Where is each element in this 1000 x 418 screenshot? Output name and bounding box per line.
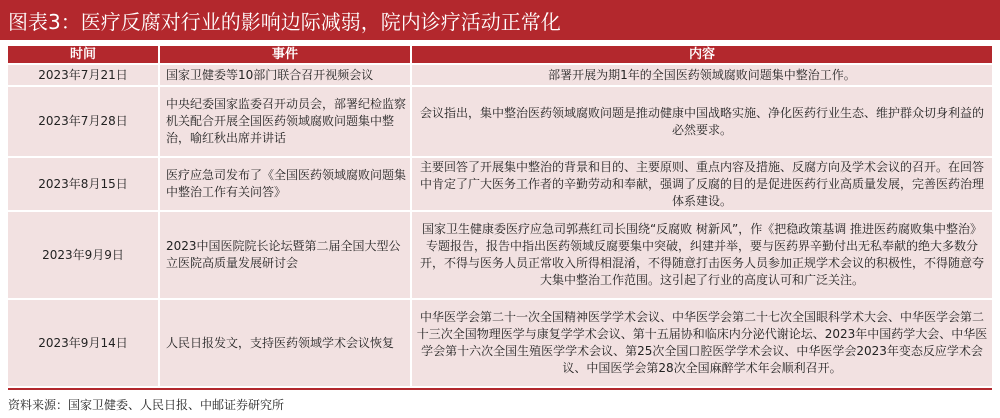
header-event: 事件 [160,46,412,63]
row-date: 2023年8月15日 [8,156,160,210]
source-note: 资料来源：国家卫健委、人民日报、中邮证券研究所 [8,398,285,412]
table-row [8,210,992,298]
row-content: 部署开展为期1年的全国医药领域腐败问题集中整治工作。 [412,63,992,85]
row-event: 医疗应急司发布了《全国医药领域腐败问题集中整治工作有关问答》 [160,156,412,210]
header-date: 时间 [8,46,160,63]
header-content: 内容 [412,46,992,63]
row-date: 2023年7月28日 [8,85,160,156]
table-header-row [8,46,992,63]
row-event: 人民日报发文，支持医药领域学术会议恢复 [160,298,412,386]
bottom-divider [8,388,992,390]
row-content: 会议指出，集中整治医药领域腐败问题是推动健康中国战略实施、净化医药行业生态、维护群众切身利益的必然要求。 [412,85,992,156]
row-content: 主要回答了开展集中整治的背景和目的、主要原则、重点内容及措施、反腐方向及学术会议的召开。在回答中肯定了广大医务工作者的辛勤劳动和奉献，强调了反腐的目的是促进医药行业高质量发展，完善医药治理体系建设。 [412,156,992,210]
figure-title: 图表3：医疗反腐对行业的影响边际减弱，院内诊疗活动正常化 [0,0,1000,40]
row-date: 2023年9月14日 [8,298,160,386]
row-date: 2023年9月9日 [8,210,160,298]
row-event: 国家卫健委等10部门联合召开视频会议 [160,63,412,85]
row-event: 2023中国医院院长论坛暨第二届全国大型公立医院高质量发展研讨会 [160,210,412,298]
table-row [8,63,992,85]
row-event: 中央纪委国家监委召开动员会，部署纪检监察机关配合开展全国医药领域腐败问题集中整治，喻红秋出席并讲话 [160,85,412,156]
table-row [8,156,992,210]
events-table [8,46,992,386]
row-date: 2023年7月21日 [8,63,160,85]
table-row [8,298,992,386]
row-content: 中华医学会第二十一次全国精神医学学术会议、中华医学会第二十七次全国眼科学术大会、中华医学会第二十三次全国物理医学与康复学学术会议、第十五届协和临床内分泌代谢论坛、2023年中国药学大会、中华医学会第十六次全国生殖医学学术会议、第25次全国口腔医学学术会议、中华医学会2023年变态反应学术会议、中国医学会第28次全国麻醉学术年会顺利召开。 [412,298,992,386]
table-row [8,85,992,156]
row-content: 国家卫生健康委医疗应急司郭燕红司长围绕“反腐败 树新风”，作《把稳政策基调 推进医药腐败集中整治》专题报告，报告中指出医药领域反腐要集中突破，纠建并举，要与医药界辛勤付出无私奉献的绝大多数分开，不得与医务人员正常收入所得相混淆，不得随意打击医务人员参加正规学术会议的积极性，不得随意夸大集中整治工作范围。这引起了行业的高度认可和广泛关注。 [412,210,992,298]
